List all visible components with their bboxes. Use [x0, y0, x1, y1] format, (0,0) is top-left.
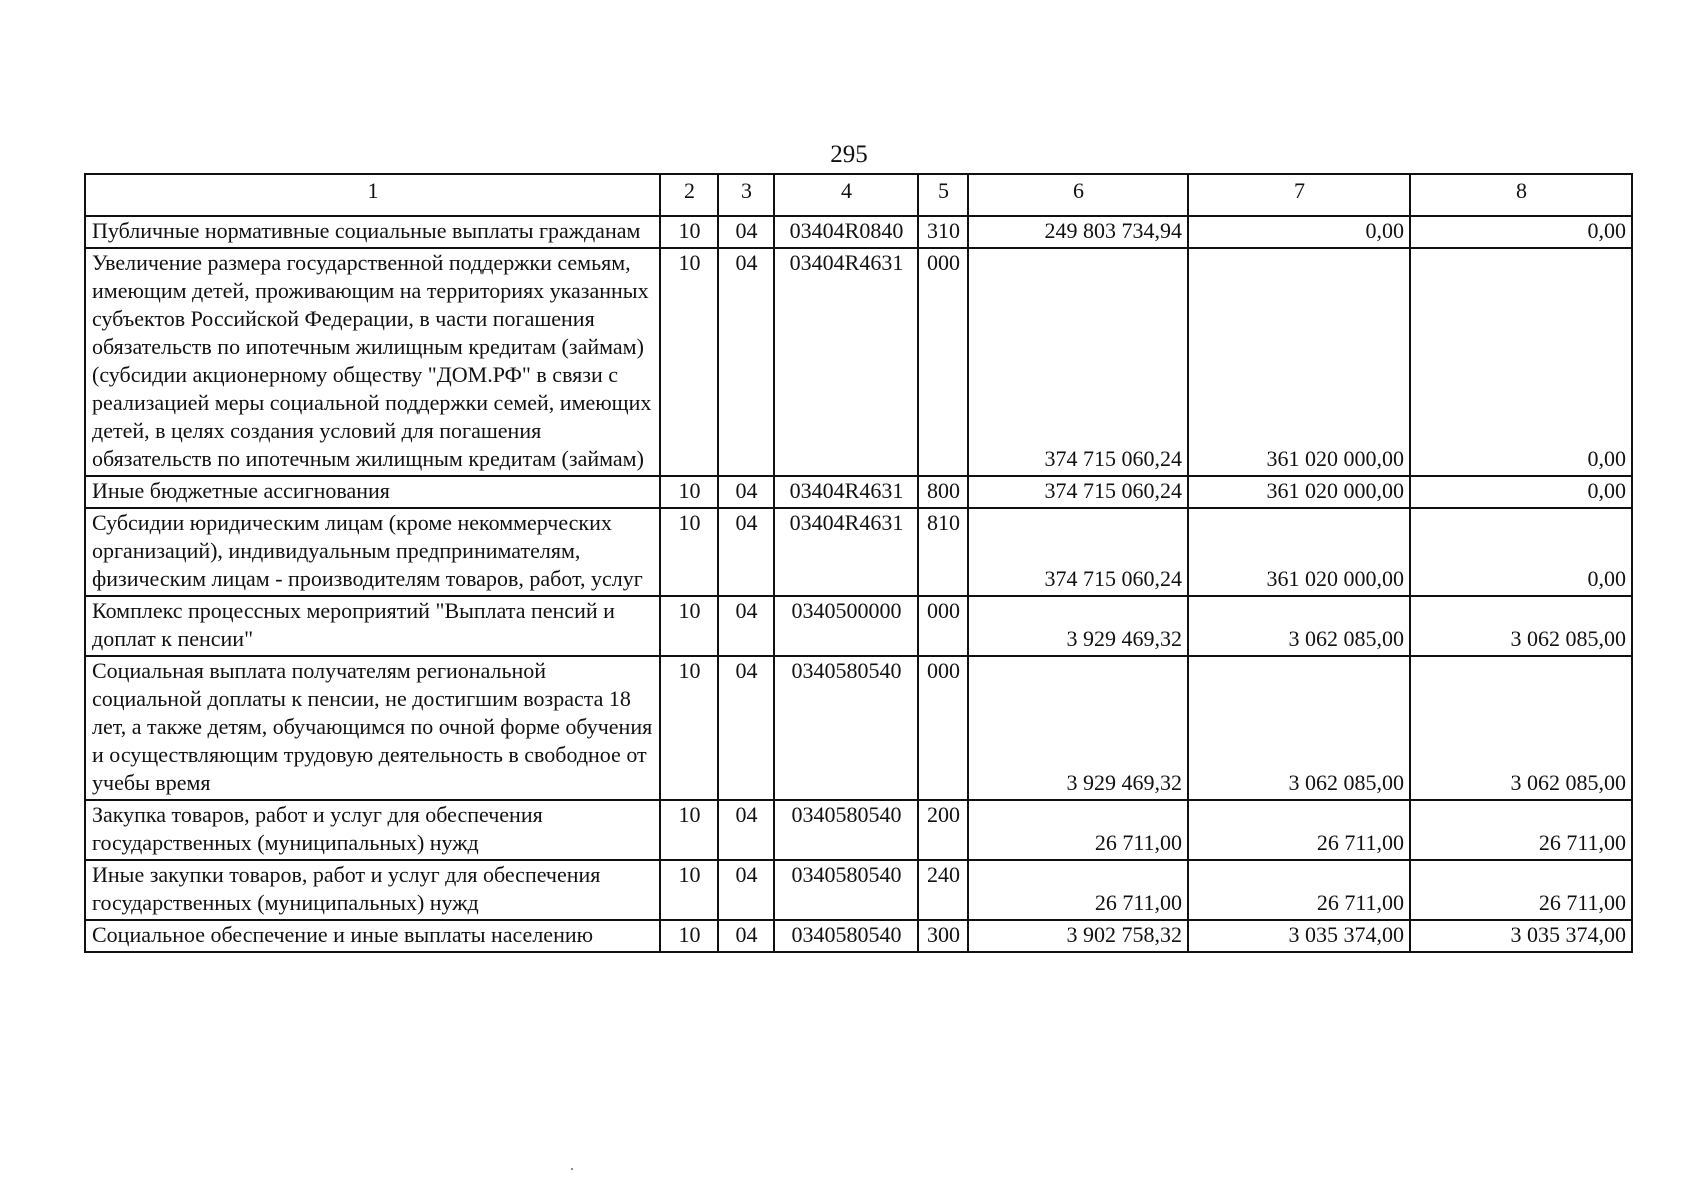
row-expense-type: 000 — [918, 656, 968, 800]
row-amount-7: 26 711,00 — [1188, 800, 1410, 860]
row-name: Иные закупки товаров, работ и услуг для обеспечения государственных (муниципальных) нужд — [85, 860, 660, 920]
row-amount-8: 26 711,00 — [1410, 800, 1632, 860]
row-target-code: 03404R0840 — [774, 216, 918, 248]
row-amount-6: 374 715 060,24 — [968, 508, 1188, 596]
row-section: 10 — [660, 920, 718, 952]
table-row — [85, 216, 1632, 248]
row-target-code: 0340580540 — [774, 656, 918, 800]
header-col-6: 6 — [968, 174, 1188, 216]
row-subsection: 04 — [718, 860, 774, 920]
row-name: Субсидии юридическим лицам (кроме некоммерческих организаций), индивидуальным предпринимателям, физическим лицам - производителям товаров, работ, услуг — [85, 508, 660, 596]
row-section: 10 — [660, 800, 718, 860]
row-amount-6: 249 803 734,94 — [968, 216, 1188, 248]
row-amount-8: 26 711,00 — [1410, 860, 1632, 920]
row-expense-type: 300 — [918, 920, 968, 952]
row-name: Социальная выплата получателям региональной социальной доплаты к пенсии, не достигшим возраста 18 лет, а также детям, обучающимся по очной форме обучения и осуществляющим трудовую деятельность в свободное от учебы время — [85, 656, 660, 800]
table-row — [85, 596, 1632, 656]
row-name: Закупка товаров, работ и услуг для обеспечения государственных (муниципальных) нужд — [85, 800, 660, 860]
table-row — [85, 860, 1632, 920]
row-expense-type: 000 — [918, 248, 968, 476]
row-section: 10 — [660, 476, 718, 508]
row-subsection: 04 — [718, 508, 774, 596]
row-amount-8: 0,00 — [1410, 508, 1632, 596]
header-col-5: 5 — [918, 174, 968, 216]
row-expense-type: 800 — [918, 476, 968, 508]
row-section: 10 — [660, 656, 718, 800]
row-expense-type: 310 — [918, 216, 968, 248]
row-amount-7: 3 062 085,00 — [1188, 656, 1410, 800]
row-name: Комплекс процессных мероприятий "Выплата пенсий и доплат к пенсии" — [85, 596, 660, 656]
row-expense-type: 200 — [918, 800, 968, 860]
row-amount-8: 0,00 — [1410, 476, 1632, 508]
row-target-code: 0340580540 — [774, 920, 918, 952]
row-amount-8: 0,00 — [1410, 216, 1632, 248]
row-amount-6: 374 715 060,24 — [968, 248, 1188, 476]
row-amount-7: 361 020 000,00 — [1188, 248, 1410, 476]
row-amount-6: 374 715 060,24 — [968, 476, 1188, 508]
row-amount-7: 3 062 085,00 — [1188, 596, 1410, 656]
row-amount-7: 26 711,00 — [1188, 860, 1410, 920]
table-row — [85, 656, 1632, 800]
row-section: 10 — [660, 508, 718, 596]
table-row — [85, 476, 1632, 508]
row-amount-8: 3 062 085,00 — [1410, 656, 1632, 800]
row-amount-8: 0,00 — [1410, 248, 1632, 476]
row-section: 10 — [660, 216, 718, 248]
row-expense-type: 810 — [918, 508, 968, 596]
header-col-3: 3 — [718, 174, 774, 216]
row-amount-6: 3 902 758,32 — [968, 920, 1188, 952]
row-amount-6: 26 711,00 — [968, 860, 1188, 920]
row-subsection: 04 — [718, 476, 774, 508]
row-section: 10 — [660, 248, 718, 476]
row-section: 10 — [660, 860, 718, 920]
row-subsection: 04 — [718, 216, 774, 248]
row-amount-7: 3 035 374,00 — [1188, 920, 1410, 952]
row-subsection: 04 — [718, 596, 774, 656]
row-section: 10 — [660, 596, 718, 656]
table-row — [85, 248, 1632, 476]
row-target-code: 0340580540 — [774, 860, 918, 920]
row-amount-6: 26 711,00 — [968, 800, 1188, 860]
row-amount-6: 3 929 469,32 — [968, 656, 1188, 800]
page-number: 295 — [830, 141, 868, 168]
row-target-code: 03404R4631 — [774, 248, 918, 476]
table-row — [85, 800, 1632, 860]
row-name: Иные бюджетные ассигнования — [85, 476, 660, 508]
row-target-code: 0340580540 — [774, 800, 918, 860]
header-col-4: 4 — [774, 174, 918, 216]
row-name: Увеличение размера государственной поддержки семьям, имеющим детей, проживающим на территориях указанных субъектов Российской Федерации, в части погашения обязательств по ипотечным жилищным кредитам (займам) (субсидии акционерному обществу "ДОМ.РФ" в связи с реализацией меры социальной поддержки семей, имеющих детей, в целях создания условий для погашения обязательств по ипотечным жилищным кредитам (займам) — [85, 248, 660, 476]
row-subsection: 04 — [718, 920, 774, 952]
header-col-2: 2 — [660, 174, 718, 216]
table-row — [85, 920, 1632, 952]
header-col-1: 1 — [85, 174, 660, 216]
header-row — [85, 174, 1632, 216]
row-subsection: 04 — [718, 248, 774, 476]
row-amount-7: 361 020 000,00 — [1188, 476, 1410, 508]
row-target-code: 0340500000 — [774, 596, 918, 656]
row-name: Социальное обеспечение и иные выплаты населению — [85, 920, 660, 952]
row-target-code: 03404R4631 — [774, 508, 918, 596]
row-amount-7: 361 020 000,00 — [1188, 508, 1410, 596]
header-col-8: 8 — [1410, 174, 1632, 216]
scan-speck — [571, 1168, 573, 1170]
row-amount-6: 3 929 469,32 — [968, 596, 1188, 656]
row-expense-type: 240 — [918, 860, 968, 920]
row-amount-8: 3 062 085,00 — [1410, 596, 1632, 656]
budget-table — [84, 173, 1633, 953]
row-amount-8: 3 035 374,00 — [1410, 920, 1632, 952]
row-subsection: 04 — [718, 656, 774, 800]
header-col-7: 7 — [1188, 174, 1410, 216]
row-amount-7: 0,00 — [1188, 216, 1410, 248]
row-target-code: 03404R4631 — [774, 476, 918, 508]
row-expense-type: 000 — [918, 596, 968, 656]
table-row — [85, 508, 1632, 596]
row-subsection: 04 — [718, 800, 774, 860]
row-name: Публичные нормативные социальные выплаты гражданам — [85, 216, 660, 248]
